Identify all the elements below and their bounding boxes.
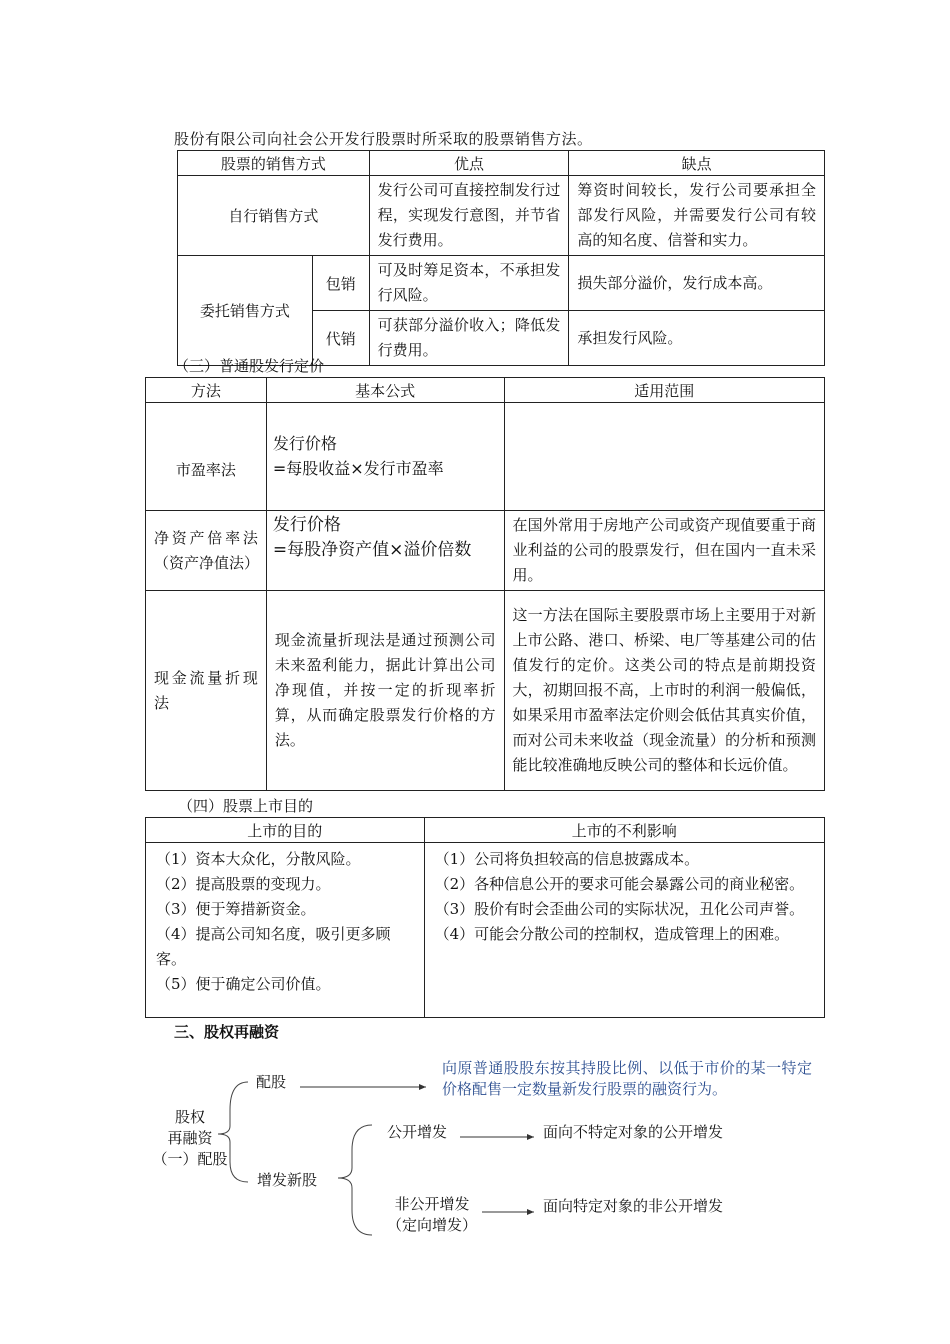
self-sale-label: 自行销售方式 bbox=[178, 176, 370, 256]
private-line2: （定向增发） bbox=[387, 1216, 478, 1234]
agency-pros: 可获部分溢价收入；降低发行费用。 bbox=[369, 311, 569, 366]
section-4-heading: （四）股票上市目的 bbox=[178, 797, 314, 815]
header-scope: 适用范围 bbox=[504, 378, 825, 403]
pe-method: 市盈率法 bbox=[146, 403, 267, 511]
pe-formula-line1: 发行价格 bbox=[272, 434, 337, 453]
header-sales-method: 股票的销售方式 bbox=[178, 151, 370, 176]
self-sale-pros: 发行公司可直接控制发行过程，实现发行意图，并节省发行费用。 bbox=[369, 176, 569, 256]
header-pros: 优点 bbox=[369, 151, 569, 176]
root-line1: 股权 bbox=[174, 1108, 205, 1126]
nav-scope: 在国外常用于房地产公司或资产现值要重于商业利益的公司的股票发行，但在国内一直未采用。 bbox=[504, 511, 825, 591]
dcf-method: 现金流量折现法 bbox=[146, 591, 267, 791]
intro-text: 股份有限公司向社会公开发行股票时所采取的股票销售方法。 bbox=[174, 130, 593, 148]
header-cons: 缺点 bbox=[569, 151, 825, 176]
private-description: 面向特定对象的非公开增发 bbox=[543, 1197, 724, 1215]
refinancing-diagram bbox=[0, 1050, 950, 1250]
seo-node: 增发新股 bbox=[257, 1171, 318, 1189]
drawback-item: （4）可能会分散公司的控制权，造成管理上的困难。 bbox=[434, 925, 790, 943]
root-node bbox=[150, 1107, 230, 1170]
nav-method: 净资产倍率法（资产净值法） bbox=[146, 511, 267, 591]
drawback-item: （1）公司将负担较高的信息披露成本。 bbox=[434, 850, 700, 868]
public-description: 面向不特定对象的公开增发 bbox=[543, 1123, 724, 1141]
agency-cons: 承担发行风险。 bbox=[569, 311, 825, 366]
entrusted-label: 委托销售方式 bbox=[178, 256, 313, 366]
header-formula: 基本公式 bbox=[266, 378, 504, 403]
nav-formula-line1: 发行价格 bbox=[272, 515, 341, 535]
purpose-item: （1）资本大众化，分散风险。 bbox=[156, 850, 361, 868]
underwriting-label: 包销 bbox=[312, 256, 369, 311]
header-method: 方法 bbox=[146, 378, 267, 403]
dcf-scope: 这一方法在国际主要股票市场上主要用于对新上市公路、港口、桥梁、电厂等基建公司的估值发行的定价。这类公司的特点是前期投资大，初期回报不高，上市时的利润一般偏低，如果采用市盈率法定价则会低估其真实价值，而对公司未来收益（现金流量）的分析和预测能比较准确地反映公司的整体和长远价值。 bbox=[504, 591, 825, 791]
private-line1: 非公开增发 bbox=[394, 1195, 470, 1213]
dcf-formula: 现金流量折现法是通过预测公司未来盈利能力，据此计算出公司净现值，并按一定的折现率折算，从而确定股票发行价格的方法。 bbox=[266, 591, 504, 791]
header-drawbacks: 上市的不利影响 bbox=[424, 818, 824, 843]
nav-formula bbox=[266, 511, 504, 591]
seo-brace bbox=[338, 1125, 372, 1235]
rights-node: 配股 bbox=[256, 1073, 287, 1091]
underwriting-pros: 可及时筹足资本，不承担发行风险。 bbox=[369, 256, 569, 311]
sales-methods-table bbox=[177, 150, 825, 366]
root-line2: 再融资 bbox=[167, 1129, 213, 1147]
private-node bbox=[387, 1194, 477, 1236]
root-line3: （一）配股 bbox=[152, 1150, 228, 1168]
pe-formula-line2: =每股收益×发行市盈率 bbox=[272, 459, 444, 478]
public-node: 公开增发 bbox=[387, 1123, 448, 1141]
section-3-heading: （三）普通股发行定价 bbox=[174, 357, 325, 375]
rights-description: 向原普通股股东按其持股比例、以低于市价的某一特定价格配售一定数量新发行股票的融资行为。 bbox=[442, 1059, 812, 1098]
part-3-title: 三、股权再融资 bbox=[174, 1023, 280, 1041]
purpose-item: （4）提高公司知名度，吸引更多顾客。 bbox=[156, 925, 391, 968]
self-sale-cons: 筹资时间较长，发行公司要承担全部发行风险，并需要发行公司有较高的知名度、信誉和实力。 bbox=[569, 176, 825, 256]
purpose-item: （2）提高股票的变现力。 bbox=[156, 875, 331, 893]
underwriting-cons: 损失部分溢价，发行成本高。 bbox=[569, 256, 825, 311]
purposes-list bbox=[146, 843, 425, 1018]
pe-formula bbox=[266, 403, 504, 511]
purpose-item: （3）便于筹措新资金。 bbox=[156, 900, 316, 918]
pricing-table bbox=[145, 377, 825, 791]
agency-label: 代销 bbox=[312, 311, 369, 366]
nav-formula-line2: =每股净资产值×溢价倍数 bbox=[272, 540, 472, 560]
listing-table bbox=[145, 817, 825, 1018]
drawback-item: （3）股价有时会歪曲公司的实际状况，丑化公司声誉。 bbox=[434, 900, 805, 918]
header-purposes: 上市的目的 bbox=[146, 818, 425, 843]
drawbacks-list bbox=[424, 843, 824, 1018]
drawback-item: （2）各种信息公开的要求可能会暴露公司的商业秘密。 bbox=[434, 875, 805, 893]
purpose-item: （5）便于确定公司价值。 bbox=[156, 975, 331, 993]
pe-scope bbox=[504, 403, 825, 511]
